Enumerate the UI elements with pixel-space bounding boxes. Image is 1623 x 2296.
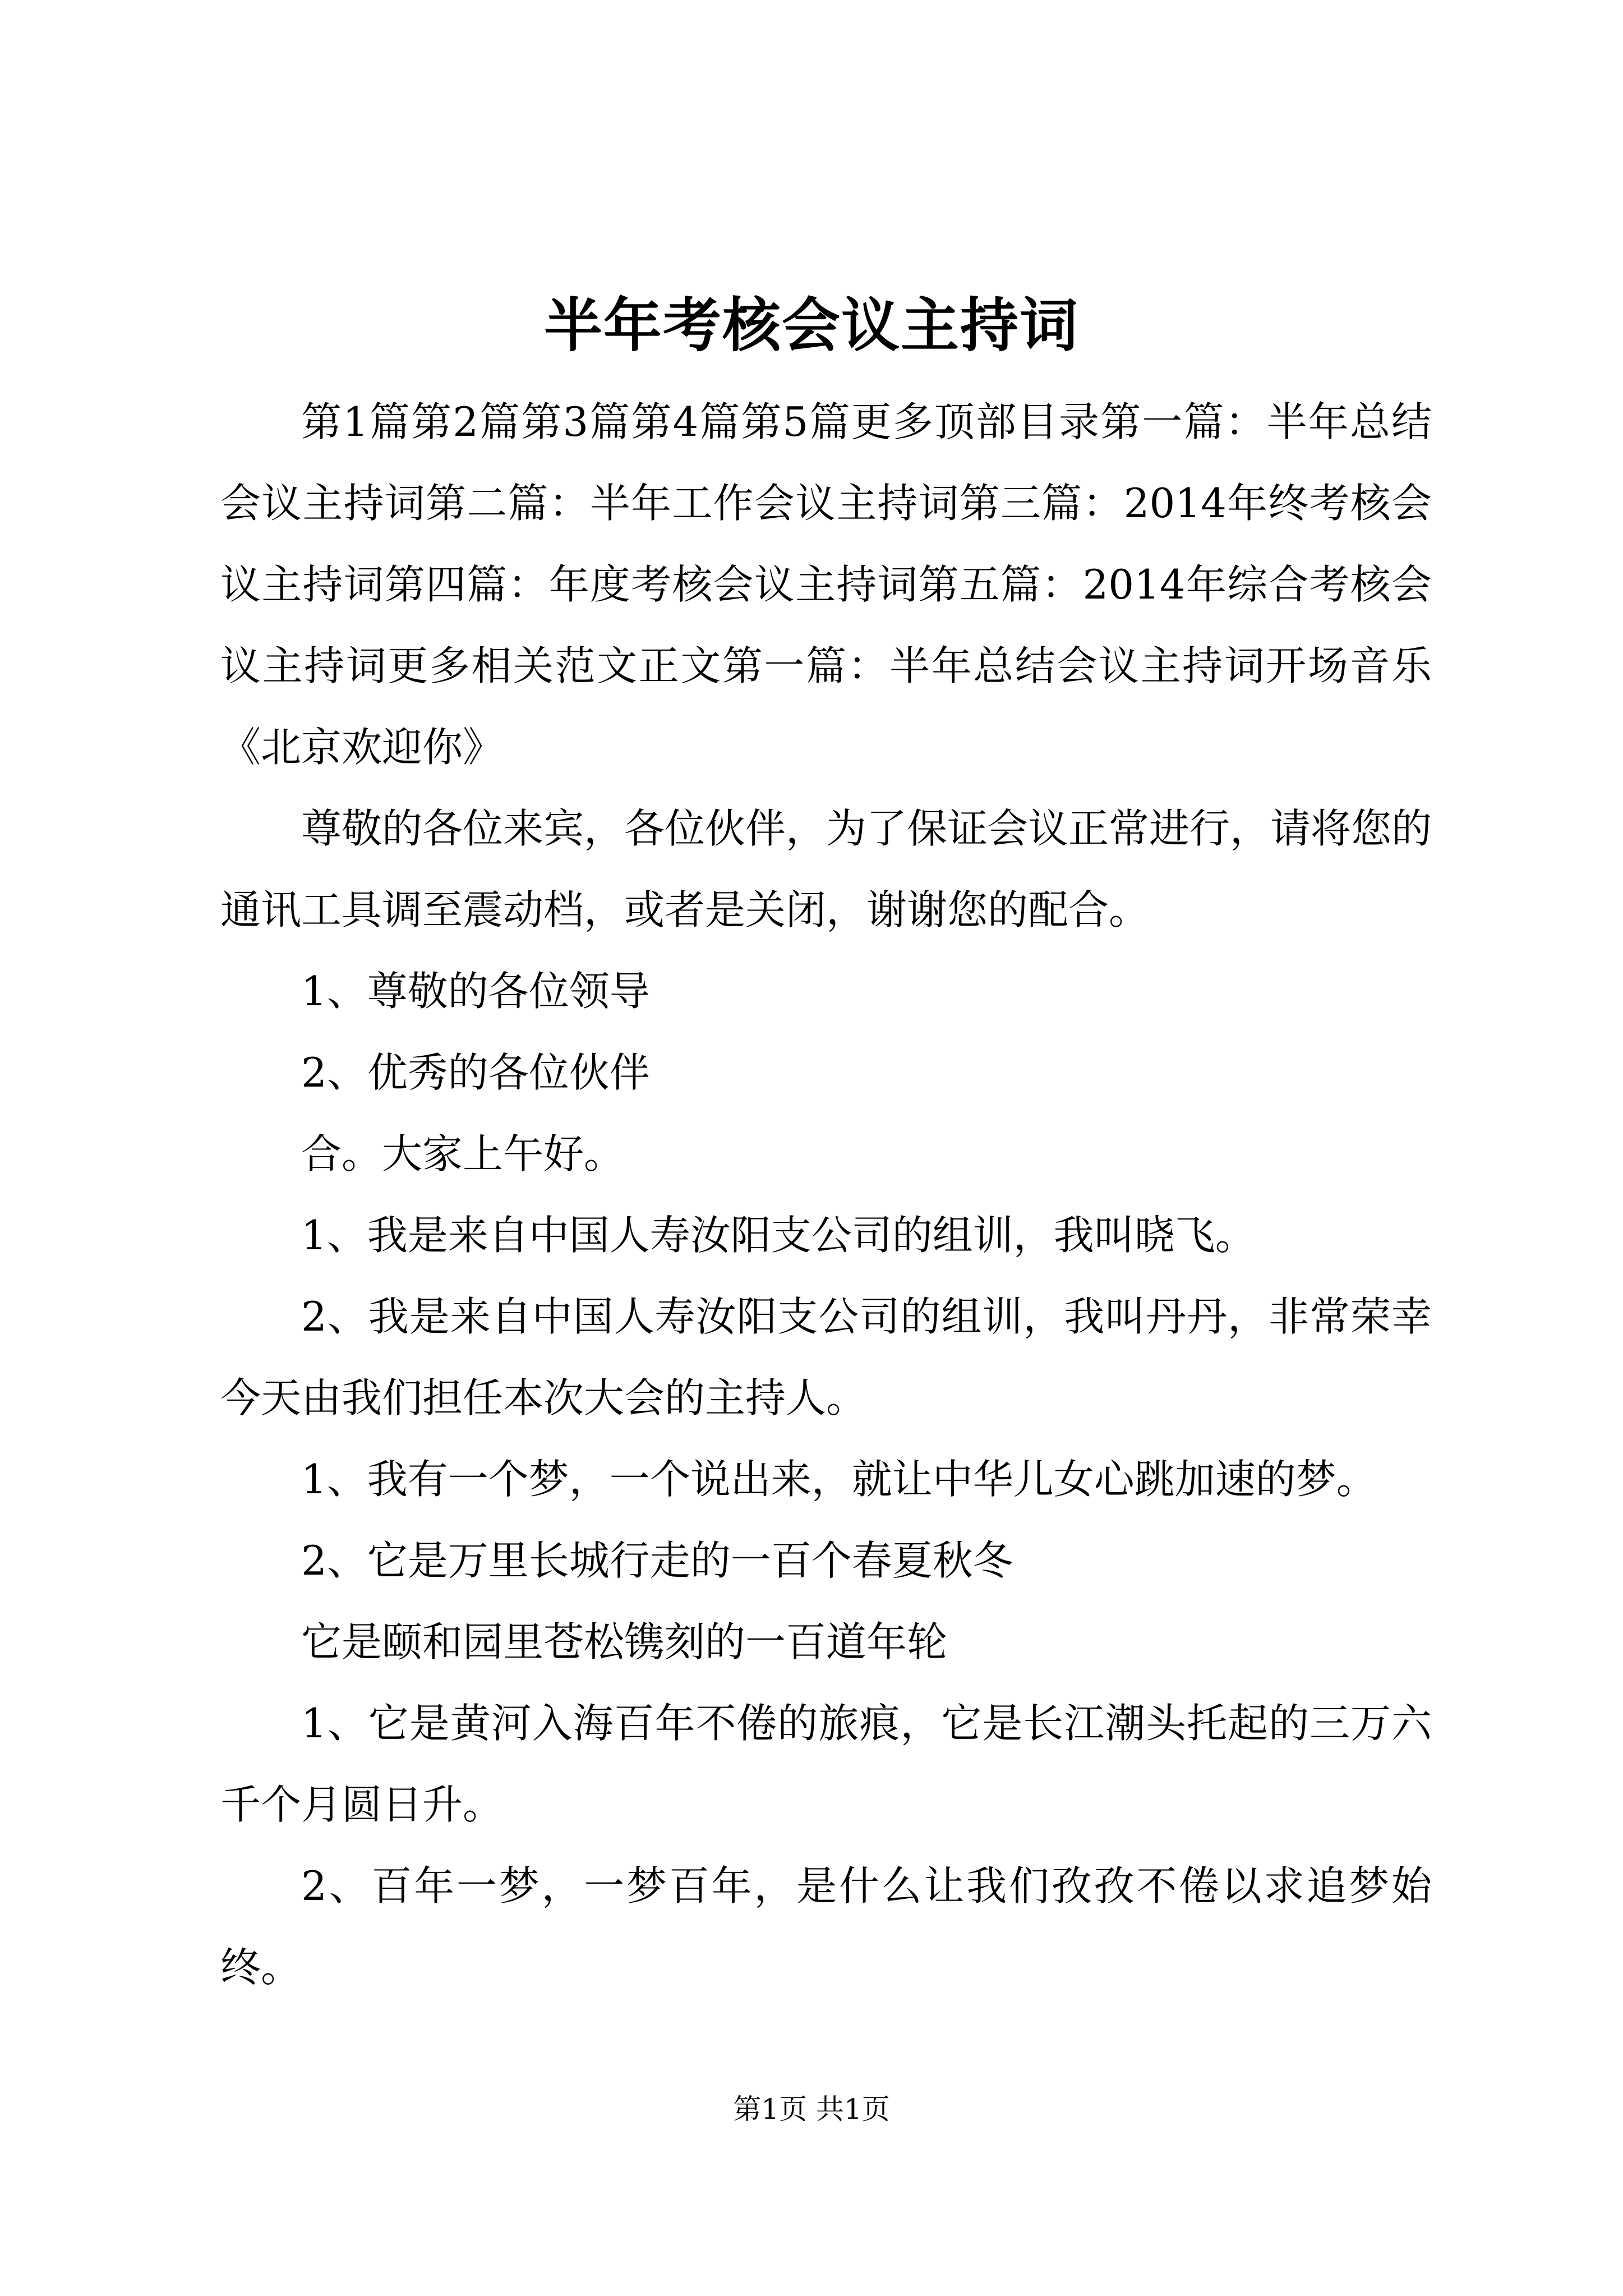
paragraph-dream: 1、我有一个梦，一个说出来，就让中华儿女心跳加速的梦。 [301,1456,1377,1503]
paragraph-great-wall: 2、它是万里长城行走的一百个春夏秋冬 [301,1537,1013,1584]
paragraph-notice: 尊敬的各位来宾，各位伙伴，为了保证会议正常进行，请将您的通讯工具调至震动档，或者是关闭，谢谢您的配合。 [220,805,1432,933]
paragraph-contents: 第1篇第2篇第3篇第4篇第5篇更多顶部目录第一篇：半年总结会议主持词第二篇：半年工作会议主持词第三篇：2014年终考核会议主持词第四篇：年度考核会议主持词第五篇：2014年综合考核会议主持词更多相关范文正文第一篇：半年总结会议主持词开场音乐《北京欢迎你》 [220,398,1432,771]
paragraph-summer-palace: 它是颐和园里苍松镌刻的一百道年轮 [301,1618,948,1665]
paragraph-yellow-river: 1、它是黄河入海百年不倦的旅痕，它是长江潮头托起的三万六千个月圆日升。 [220,1700,1432,1828]
document-title: 半年考核会议主持词 [543,291,1079,360]
paragraph-host-1: 1、我是来自中国人寿汝阳支公司的组训，我叫晓飞。 [301,1212,1256,1259]
paragraph-greeting-partners: 2、优秀的各位伙伴 [301,1049,650,1096]
document-body [220,381,1432,2008]
paragraph-good-morning: 合。大家上午好。 [301,1130,625,1177]
paragraph-century-dream: 2、百年一梦，一梦百年，是什么让我们孜孜不倦以求追梦始终。 [220,1862,1432,1991]
paragraph-greeting-leaders: 1、尊敬的各位领导 [301,968,650,1015]
paragraph-host-2: 2、我是来自中国人寿汝阳支公司的组训，我叫丹丹，非常荣幸今天由我们担任本次大会的主持人。 [220,1293,1432,1421]
page-footer: 第1页 共1页 [733,2093,890,2125]
